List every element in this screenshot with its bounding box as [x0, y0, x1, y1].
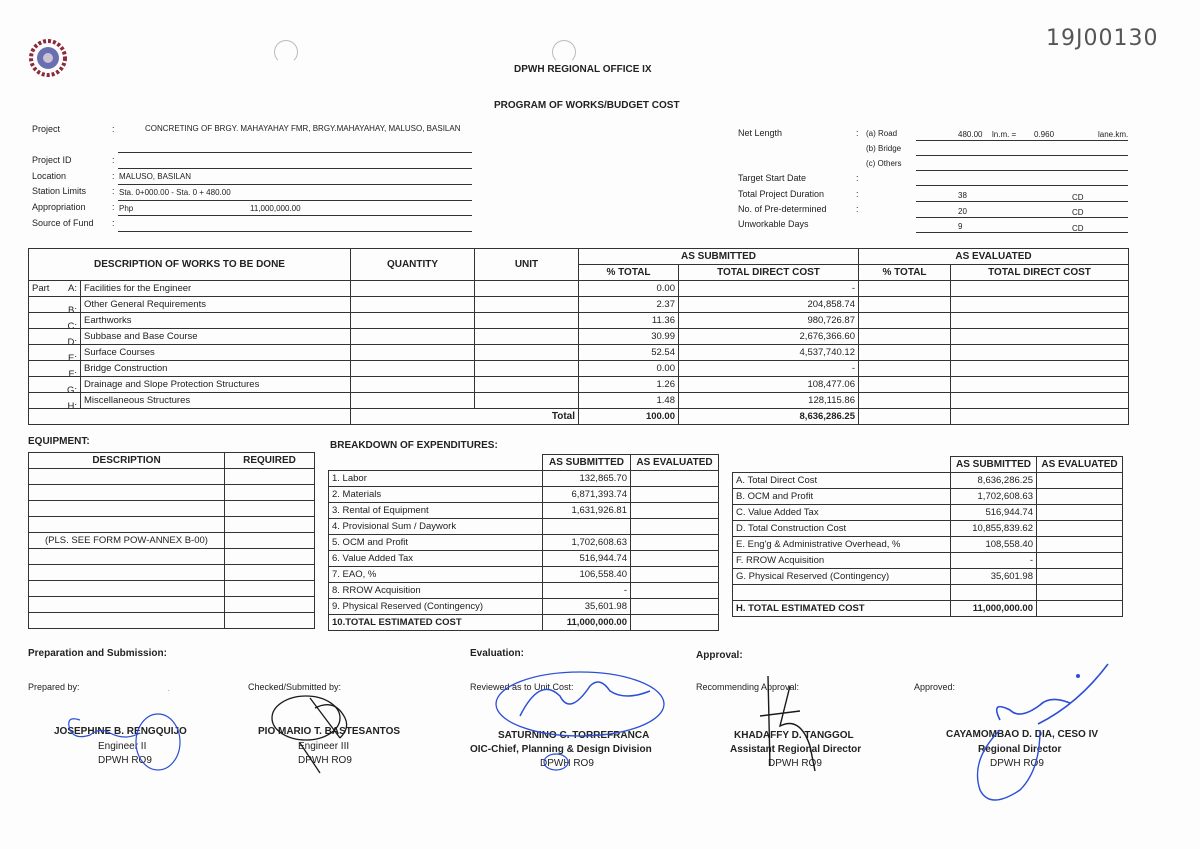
- location-line: [118, 184, 472, 185]
- others-label: (c) Others: [866, 159, 902, 168]
- breakdown-label: 3. Rental of Equipment: [329, 503, 543, 519]
- unit-cell: [475, 329, 579, 345]
- eval-pct-cell: [859, 329, 951, 345]
- location-label: Location: [32, 171, 67, 181]
- eval-pct-cell: [859, 377, 951, 393]
- summary-label: E. Eng'g & Administrative Overhead, %: [733, 537, 951, 553]
- breakdown-title: BREAKDOWN OF EXPENDITURES:: [330, 440, 498, 451]
- eval-pct-cell: [859, 361, 951, 377]
- project-id-field: [118, 168, 472, 169]
- recommending-name: KHADAFFY D. TANGGOL: [734, 730, 854, 741]
- eval-pct-cell: [859, 393, 951, 409]
- summary-eval: [1037, 505, 1123, 521]
- punch-hole-icon: [274, 40, 298, 64]
- summary-label: D. Total Construction Cost: [733, 521, 951, 537]
- summary-row: [733, 537, 1123, 553]
- col-tdc-evaluated: TOTAL DIRECT COST: [951, 265, 1129, 281]
- summary-row: [733, 473, 1123, 489]
- approved-office: DPWH RO9: [990, 758, 1044, 769]
- breakdown-label: 7. EAO, %: [329, 567, 543, 583]
- reviewed-office: DPWH RO9: [540, 758, 594, 769]
- dpwh-logo-icon: [28, 38, 68, 78]
- breakdown-label: 5. OCM and Profit: [329, 535, 543, 551]
- quantity-cell: [351, 329, 475, 345]
- breakdown-value: 132,865.70: [543, 471, 631, 487]
- appropriation-value: 11,000,000.00: [250, 204, 301, 213]
- predetermined-unit: CD: [1072, 208, 1084, 217]
- reviewed-label: Reviewed as to Unit Cost:: [470, 682, 574, 692]
- pct-cell: 30.99: [579, 329, 679, 345]
- bridge-line: [916, 155, 1128, 156]
- eval-cost-cell: [951, 329, 1129, 345]
- breakdown-value: 1,702,608.63: [543, 535, 631, 551]
- colon: :: [112, 202, 115, 212]
- cost-cell: 980,726.87: [679, 313, 859, 329]
- breakdown-row: [329, 583, 719, 599]
- pct-cell: 11.36: [579, 313, 679, 329]
- breakdown-label: 9. Physical Reserved (Contingency): [329, 599, 543, 615]
- duration-label: Total Project Duration: [738, 189, 825, 199]
- pct-cell: 0.00: [579, 281, 679, 297]
- unit-cell: [475, 313, 579, 329]
- eval-cost-cell: [951, 313, 1129, 329]
- eval-cost-cell: [951, 361, 1129, 377]
- summary-table: [732, 456, 1123, 617]
- summary-label: B. OCM and Profit: [733, 489, 951, 505]
- breakdown-total-label: 10.TOTAL ESTIMATED COST: [329, 615, 543, 631]
- total-label: Total: [351, 409, 579, 425]
- unworkable-line: [916, 232, 1128, 233]
- cost-cell: 108,477.06: [679, 377, 859, 393]
- prepared-position: Engineer II: [98, 741, 147, 752]
- part-letter: C:: [67, 320, 77, 329]
- bridge-label: (b) Bridge: [866, 144, 902, 153]
- table-row: [29, 281, 1129, 297]
- net-length-label: Net Length: [738, 128, 783, 138]
- colon: :: [112, 186, 115, 196]
- summary-eval: [1037, 473, 1123, 489]
- eval-pct-cell: [859, 345, 951, 361]
- colon: :: [856, 189, 859, 199]
- reviewed-name: SATURNINO C. TORREFRANCA: [498, 730, 650, 741]
- predetermined-line: [916, 217, 1128, 218]
- part-letter: E:: [68, 352, 77, 361]
- summary-label: C. Value Added Tax: [733, 505, 951, 521]
- appropriation-line: [118, 215, 472, 216]
- table-row: [29, 297, 1129, 313]
- summary-value: [951, 585, 1037, 601]
- fund-field: [118, 231, 472, 232]
- unit-cell: [475, 377, 579, 393]
- summary-eval: [1037, 521, 1123, 537]
- works-table: [28, 248, 1129, 425]
- recommending-office: DPWH RO9: [768, 758, 822, 769]
- col-pct-submitted: % TOTAL: [579, 265, 679, 281]
- road-value: 480.00: [958, 130, 983, 139]
- breakdown-eval: [631, 503, 719, 519]
- summary-value: 1,702,608.63: [951, 489, 1037, 505]
- breakdown-row: [329, 551, 719, 567]
- station-value: Sta. 0+000.00 - Sta. 0 + 480.00: [119, 188, 231, 197]
- punch-hole-icon: [552, 40, 576, 64]
- duration-unit: CD: [1072, 193, 1084, 202]
- part-letter: D:: [67, 336, 77, 345]
- unworkable-unit: CD: [1072, 224, 1084, 233]
- location-value: MALUSO, BASILAN: [119, 172, 192, 181]
- prep-title: Preparation and Submission:: [28, 648, 167, 659]
- breakdown-eval: [631, 567, 719, 583]
- approved-position: Regional Director: [978, 744, 1062, 755]
- quantity-cell: [351, 393, 475, 409]
- breakdown-eval: [631, 535, 719, 551]
- recommending-label: Recommending Approval:: [696, 682, 800, 692]
- eval-cost-cell: [951, 377, 1129, 393]
- checked-position: Engineer III: [298, 741, 350, 752]
- works-total-row: [29, 409, 1129, 425]
- equipment-table: [28, 452, 315, 629]
- colon: :: [112, 171, 115, 181]
- part-letter: B:: [68, 304, 77, 313]
- road-line: [916, 140, 1128, 141]
- prepared-label: Prepared by:: [28, 682, 80, 692]
- station-label: Station Limits: [32, 186, 87, 196]
- start-date-field: [916, 185, 1128, 186]
- summary-value: 35,601.98: [951, 569, 1037, 585]
- work-description: Subbase and Base Course: [81, 329, 351, 345]
- work-description: Drainage and Slope Protection Structures: [81, 377, 351, 393]
- eval-pct-cell: [859, 281, 951, 297]
- summary-eval: [1037, 569, 1123, 585]
- summary-eval: [1037, 489, 1123, 505]
- total-pct: 100.00: [579, 409, 679, 425]
- document-number: 19J00130: [1046, 26, 1159, 51]
- eval-cost-cell: [951, 281, 1129, 297]
- summary-row: [733, 585, 1123, 601]
- part-letter: H:: [67, 400, 77, 409]
- breakdown-eval: [631, 487, 719, 503]
- breakdown-label: 8. RROW Acquisition: [329, 583, 543, 599]
- breakdown-eval: [631, 551, 719, 567]
- breakdown-value: 35,601.98: [543, 599, 631, 615]
- unit-cell: [475, 297, 579, 313]
- start-date-label: Target Start Date: [738, 173, 807, 183]
- summary-eval: [1037, 553, 1123, 569]
- breakdown-row: [329, 519, 719, 535]
- approved-name: CAYAMOMBAO D. DIA, CESO IV: [946, 729, 1099, 740]
- reviewed-position: OIC-Chief, Planning & Design Division: [470, 744, 652, 755]
- checked-office: DPWH RO9: [298, 755, 352, 766]
- part-label: Part: [32, 283, 50, 294]
- equipment-col-required: REQUIRED: [225, 453, 315, 469]
- breakdown-eval: [631, 519, 719, 535]
- summary-col-evaluated: AS EVALUATED: [1037, 457, 1123, 473]
- summary-total-value: 11,000,000.00: [951, 601, 1037, 617]
- cost-cell: 204,858.74: [679, 297, 859, 313]
- breakdown-col-evaluated: AS EVALUATED: [631, 455, 719, 471]
- duration-value: 38: [958, 191, 967, 200]
- col-quantity: QUANTITY: [351, 249, 475, 281]
- summary-row: [733, 521, 1123, 537]
- work-description: Bridge Construction: [81, 361, 351, 377]
- part-letter: F:: [68, 368, 77, 377]
- group-submitted: AS SUBMITTED: [579, 249, 859, 265]
- total-cost: 8,636,286.25: [679, 409, 859, 425]
- pct-cell: 2.37: [579, 297, 679, 313]
- cost-cell: 4,537,740.12: [679, 345, 859, 361]
- cost-cell: -: [679, 361, 859, 377]
- breakdown-row: [329, 503, 719, 519]
- summary-row: [733, 553, 1123, 569]
- breakdown-table: [328, 454, 719, 631]
- station-line: [118, 200, 472, 201]
- prepared-office: DPWH RO9: [98, 755, 152, 766]
- table-row: [29, 345, 1129, 361]
- breakdown-label: 1. Labor: [329, 471, 543, 487]
- pct-cell: 52.54: [579, 345, 679, 361]
- breakdown-row: [329, 535, 719, 551]
- breakdown-row: [329, 487, 719, 503]
- col-unit: UNIT: [475, 249, 579, 281]
- breakdown-value: 516,944.74: [543, 551, 631, 567]
- unworkable-label: Unworkable Days: [738, 219, 809, 229]
- cost-cell: 2,676,366.60: [679, 329, 859, 345]
- work-description: Other General Requirements: [81, 297, 351, 313]
- cost-cell: -: [679, 281, 859, 297]
- summary-value: 10,855,839.62: [951, 521, 1037, 537]
- page-title: PROGRAM OF WORKS/BUDGET COST: [494, 100, 680, 111]
- pct-cell: 1.26: [579, 377, 679, 393]
- col-pct-evaluated: % TOTAL: [859, 265, 951, 281]
- colon: :: [856, 173, 859, 183]
- duration-line: [916, 201, 1128, 202]
- unit-cell: [475, 345, 579, 361]
- pct-cell: 0.00: [579, 361, 679, 377]
- breakdown-eval: [631, 583, 719, 599]
- quantity-cell: [351, 361, 475, 377]
- project-label: Project: [32, 124, 61, 134]
- breakdown-label: 6. Value Added Tax: [329, 551, 543, 567]
- table-row: [29, 361, 1129, 377]
- summary-row: [733, 505, 1123, 521]
- fund-label: Source of Fund: [32, 218, 94, 228]
- breakdown-total-value: 11,000,000.00: [543, 615, 631, 631]
- checked-label: Checked/Submitted by:: [248, 682, 342, 692]
- breakdown-row: [329, 599, 719, 615]
- colon: :: [856, 204, 859, 214]
- part-letter: G:: [66, 384, 77, 393]
- pct-cell: 1.48: [579, 393, 679, 409]
- summary-label: F. RROW Acquisition: [733, 553, 951, 569]
- breakdown-value: 6,871,393.74: [543, 487, 631, 503]
- breakdown-value: 1,631,926.81: [543, 503, 631, 519]
- summary-row: [733, 489, 1123, 505]
- cost-cell: 128,115.86: [679, 393, 859, 409]
- summary-eval: [1037, 537, 1123, 553]
- summary-value: 8,636,286.25: [951, 473, 1037, 489]
- unit-cell: [475, 281, 579, 297]
- breakdown-col-submitted: AS SUBMITTED: [543, 455, 631, 471]
- unit-cell: [475, 393, 579, 409]
- breakdown-eval: [631, 471, 719, 487]
- table-row: [29, 329, 1129, 345]
- table-row: [29, 313, 1129, 329]
- summary-row: [733, 569, 1123, 585]
- road-km-unit: lane.km.: [1098, 130, 1129, 139]
- unit-cell: [475, 361, 579, 377]
- equipment-title: EQUIPMENT:: [28, 436, 90, 447]
- equipment-col-description: DESCRIPTION: [29, 453, 225, 469]
- table-row: [29, 377, 1129, 393]
- predetermined-value: 20: [958, 207, 967, 216]
- work-description: Miscellaneous Structures: [81, 393, 351, 409]
- appropriation-label: Appropriation: [32, 202, 86, 212]
- summary-label: A. Total Direct Cost: [733, 473, 951, 489]
- eval-cost-cell: [951, 393, 1129, 409]
- breakdown-row: [329, 567, 719, 583]
- eval-cost-cell: [951, 345, 1129, 361]
- table-row: [29, 393, 1129, 409]
- col-tdc-submitted: TOTAL DIRECT COST: [679, 265, 859, 281]
- predetermined-label: No. of Pre-determined: [738, 204, 827, 214]
- group-evaluated: AS EVALUATED: [859, 249, 1129, 265]
- eval-title: Evaluation:: [470, 648, 524, 659]
- work-description: Facilities for the Engineer: [81, 281, 351, 297]
- summary-value: 516,944.74: [951, 505, 1037, 521]
- part-letter: A:: [68, 283, 77, 294]
- breakdown-value: -: [543, 583, 631, 599]
- col-description: DESCRIPTION OF WORKS TO BE DONE: [29, 249, 351, 281]
- breakdown-label: 2. Materials: [329, 487, 543, 503]
- quantity-cell: [351, 377, 475, 393]
- breakdown-value: [543, 519, 631, 535]
- summary-label: [733, 585, 951, 601]
- work-description: Surface Courses: [81, 345, 351, 361]
- quantity-cell: [351, 313, 475, 329]
- breakdown-eval: [631, 599, 719, 615]
- breakdown-value: 106,558.40: [543, 567, 631, 583]
- equipment-note: (PLS. SEE FORM POW-ANNEX B-00): [29, 533, 225, 549]
- breakdown-label: 4. Provisional Sum / Daywork: [329, 519, 543, 535]
- breakdown-total-row: [329, 615, 719, 631]
- quantity-cell: [351, 345, 475, 361]
- road-label: (a) Road: [866, 129, 898, 138]
- project-line: [118, 152, 472, 153]
- colon: :: [112, 124, 115, 134]
- colon: :: [112, 218, 115, 228]
- road-unit: ln.m. =: [992, 130, 1017, 139]
- summary-total-row: [733, 601, 1123, 617]
- checked-name: PIO MARIO T. BASTESANTOS: [258, 726, 401, 737]
- project-id-label: Project ID: [32, 155, 72, 165]
- summary-value: 108,558.40: [951, 537, 1037, 553]
- work-description: Earthworks: [81, 313, 351, 329]
- breakdown-row: [329, 471, 719, 487]
- eval-cost-cell: [951, 297, 1129, 313]
- summary-col-submitted: AS SUBMITTED: [951, 457, 1037, 473]
- quantity-cell: [351, 297, 475, 313]
- prepared-name: JOSEPHINE B. RENGQUIJO: [54, 726, 187, 737]
- summary-value: -: [951, 553, 1037, 569]
- summary-label: G. Physical Reserved (Contingency): [733, 569, 951, 585]
- road-km: 0.960: [1034, 130, 1055, 139]
- summary-eval: [1037, 585, 1123, 601]
- approval-title: Approval:: [696, 650, 743, 661]
- recommending-position: Assistant Regional Director: [730, 744, 862, 755]
- approved-label: Approved:: [914, 682, 956, 692]
- project-value: CONCRETING OF BRGY. MAHAYAHAY FMR, BRGY.MAHAYAHAY, MALUSO, BASILAN: [145, 124, 461, 133]
- others-line: [916, 170, 1128, 171]
- summary-total-label: H. TOTAL ESTIMATED COST: [733, 601, 951, 617]
- eval-pct-cell: [859, 313, 951, 329]
- office-title: DPWH REGIONAL OFFICE IX: [514, 64, 652, 75]
- colon: :: [856, 128, 859, 138]
- unworkable-value: 9: [958, 222, 963, 231]
- appropriation-currency: Php: [119, 204, 134, 213]
- colon: :: [112, 155, 115, 165]
- eval-pct-cell: [859, 297, 951, 313]
- quantity-cell: [351, 281, 475, 297]
